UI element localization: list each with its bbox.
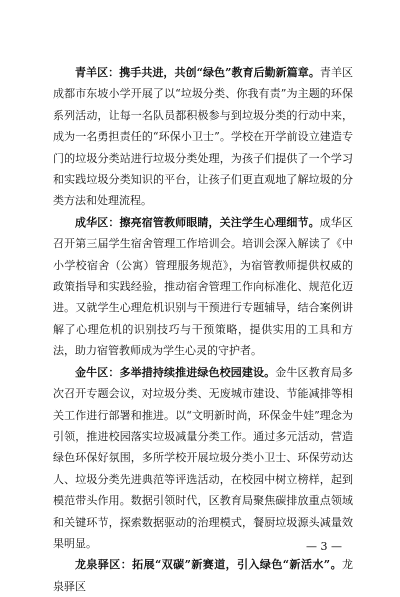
paragraph-jinniu bbox=[53, 362, 353, 555]
paragraph-text: 成华区召开第三届学生宿舍管理工作培训会。培训会深入解读了《中小学校宿舍（公寓）管理服务规范》，为宿管教师提供权威的政策指导和实践经验，推动宿舍管理工作向标准化、规范化迈进。又就学生心理危机识别与干预进行专题辅导，结合案例讲解了心理危机的识别技巧与干预策略，提供实用的工具和方法，助力宿管教师成为学生心灵的守护者。 bbox=[53, 215, 353, 358]
document-body bbox=[53, 62, 353, 597]
paragraph-heading: 龙泉驿区：拓展“双碳”新赛道，引入绿色“新活水”。 bbox=[75, 558, 342, 572]
paragraph-heading: 成华区：擦亮宿管教师眼睛，关注学生心理细节。 bbox=[75, 215, 320, 229]
paragraph-longquanyi bbox=[53, 554, 353, 597]
page-number: — 3 — bbox=[306, 540, 342, 553]
paragraph-chenghua bbox=[53, 212, 353, 362]
paragraph-text: 青羊区成都市东坡小学开展了以“垃圾分类、你我有责”为主题的环保系列活动，让每一名队员都积极参与到垃圾分类的行动中来，成为一名勇担责任的“环保小卫士”。学校在开学前设立建造专门的垃圾分类站进行垃圾分类处理，为孩子们提供了一个学习和实践垃圾分类知识的平台，让孩子们更直观地了解垃圾的分类方法和处理流程。 bbox=[53, 66, 353, 208]
paragraph-qingyang bbox=[53, 62, 353, 212]
paragraph-text: 龙泉驿区 bbox=[53, 558, 353, 593]
paragraph-text: 金牛区教育局多次召开专题会议，对垃圾分类、无废城市建设、节能减排等相关工作进行部署和推进。以“文明新时尚，环保金牛娃”理念为引领，推进校园落实垃圾减量分类工作。通过多元活动，营造绿色环保好氛围，多所学校开展垃圾分类小卫士、环保劳动达人、垃圾分类先进典范等评选活动，在校园中树立榜样，起到模范带头作用。数据引领时代，区教育局聚焦碳排放重点领域和关键环节，探索数据驱动的治理模式，餐厨垃圾源头减量效果明显。 bbox=[53, 365, 353, 550]
paragraph-heading: 金牛区：多举措持续推进绿色校园建设。 bbox=[75, 365, 276, 379]
paragraph-heading: 青羊区：携手共进，共创“绿色”教育后勤新篇章。 bbox=[75, 66, 320, 79]
